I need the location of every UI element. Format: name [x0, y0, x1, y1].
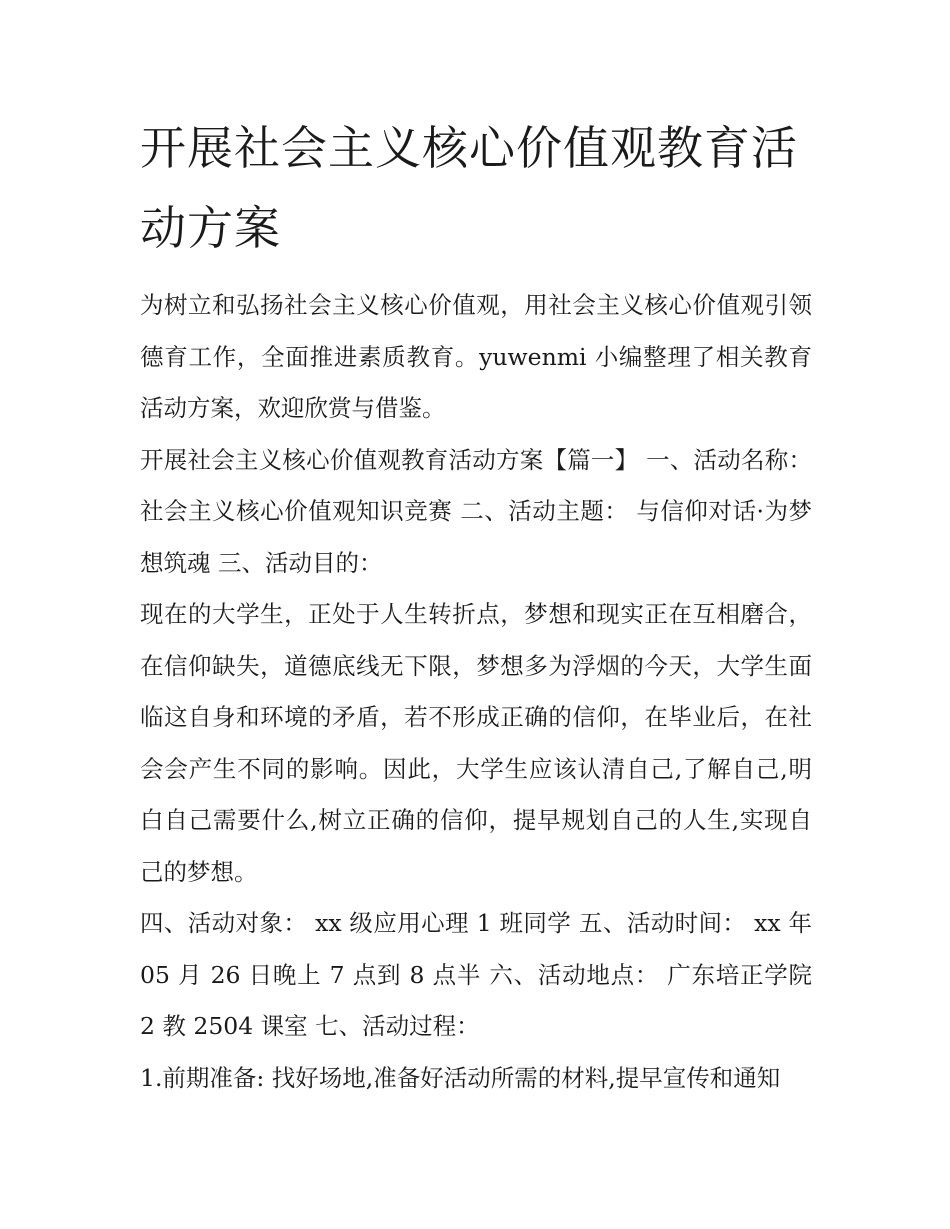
paragraph-activity-purpose: 现在的大学生，正处于人生转折点，梦想和现实正在互相磨合，在信仰缺失，道德底线无下限，梦想多为浮烟的今天，大学生面临这自身和环境的矛盾，若不形成正确的信仰，在毕业后，在社会会产生不同的影响。因此，大学生应该认清自己,了解自己,明白自己需要什么,树立正确的信仰，提早规划自己的人生,实现自己的梦想。 — [140, 600, 812, 886]
paragraph-activity-name: 开展社会主义核心价值观教育活动方案【篇一】 一、活动名称： 社会主义核心价值观知识竞赛 二、活动主题： 与信仰对话·为梦想筑魂 三、活动目的： — [140, 445, 812, 577]
document-title: 开展社会主义核心价值观教育活动方案 — [140, 121, 798, 255]
paragraph-activity-details: 四、活动对象： xx 级应用心理 1 班同学 五、活动时间： xx 年 05 月 26 日晚上 7 点到 8 点半 六、活动地点： 广东培正学院 2 教 2504 课室 七、活动过程： — [140, 909, 812, 1040]
document-body — [140, 108, 812, 1104]
paragraph-preparation: 1.前期准备: 找好场地,准备好活动所需的材料,提早宣传和通知 — [140, 1063, 781, 1092]
paragraph-intro: 为树立和弘扬社会主义核心价值观，用社会主义核心价值观引领德育工作，全面推进素质教育。yuwenmi 小编整理了相关教育活动方案，欢迎欣赏与借鉴。 — [140, 291, 812, 422]
